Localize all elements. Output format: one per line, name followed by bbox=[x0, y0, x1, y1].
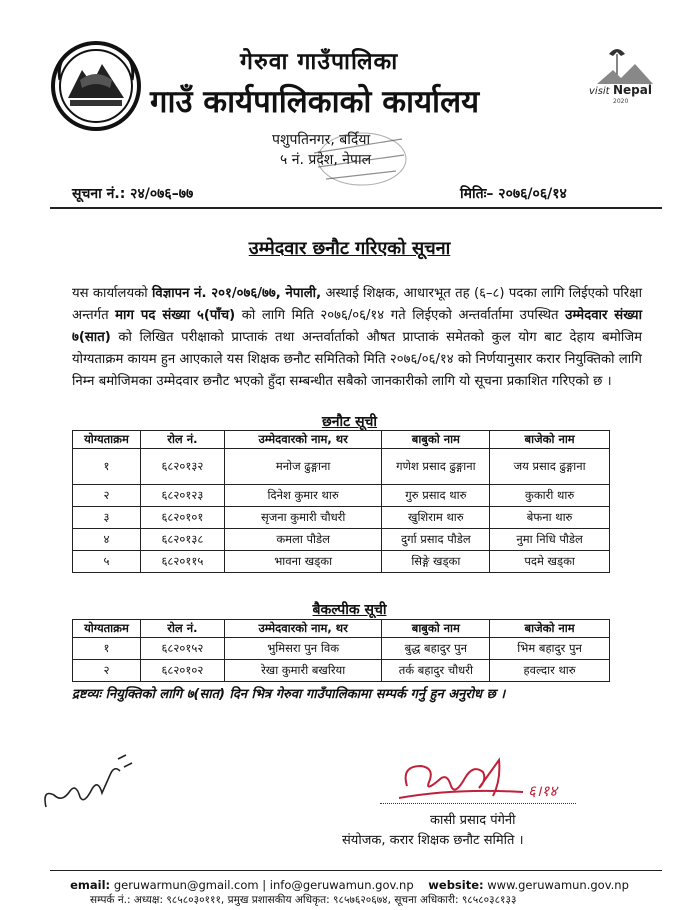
roll-cell: ६८२०१२३ bbox=[140, 485, 224, 507]
address-line-1: पशुपतिनगर, बर्दिया bbox=[272, 132, 371, 148]
signature-line bbox=[380, 803, 576, 804]
name-cell: मनोज ढुङ्गाना bbox=[224, 449, 382, 485]
col-father: बाबुको नाम bbox=[382, 431, 490, 449]
father-cell: बुद्ध बहादुर पुन bbox=[382, 638, 490, 660]
handwritten-initials bbox=[40, 745, 140, 825]
grandfather-cell: कुकारी थारु bbox=[490, 485, 610, 507]
father-cell: खुशिराम थारु bbox=[382, 507, 490, 529]
rank-cell: ५ bbox=[73, 551, 141, 573]
grandfather-cell: बेफना थारु bbox=[490, 507, 610, 529]
footer-contact-web bbox=[0, 878, 699, 892]
grandfather-cell: हवल्दार थारु bbox=[490, 660, 610, 682]
table-row bbox=[73, 638, 610, 660]
table-row bbox=[73, 529, 610, 551]
col-father: बाबुको नाम bbox=[382, 620, 490, 638]
municipality-emblem bbox=[50, 40, 142, 132]
table-header-row bbox=[73, 620, 610, 638]
father-cell: गुरु प्रसाद थारु bbox=[382, 485, 490, 507]
father-cell: गणेश प्रसाद ढुङ्गाना bbox=[382, 449, 490, 485]
selected-table bbox=[72, 430, 610, 573]
notice-date: मितिः– २०७६/०६/१४ bbox=[460, 186, 567, 202]
rank-cell: २ bbox=[73, 485, 141, 507]
handwritten-date: ६।१४ bbox=[528, 782, 558, 800]
alternate-list-heading: बैकल्पीक सूची bbox=[312, 602, 387, 618]
roll-cell: ६८२०१३२ bbox=[140, 449, 224, 485]
table-row bbox=[73, 485, 610, 507]
rank-cell: २ bbox=[73, 660, 141, 682]
grandfather-cell: पदमे खड्का bbox=[490, 551, 610, 573]
col-roll: रोल नं. bbox=[140, 620, 224, 638]
header-divider bbox=[50, 207, 662, 209]
col-roll: रोल नं. bbox=[140, 431, 224, 449]
svg-text:Nepal: Nepal bbox=[613, 83, 652, 97]
name-cell: दिनेश कुमार थारु bbox=[224, 485, 382, 507]
footer-phone: सम्पर्क नं.: अध्यक्ष: ९८५८०३०१११, प्रमुख प्रशासकीय अधिकृत: ९८५७६२०६७४, सूचना अधिकारी: ९८५८०३८१३३ bbox=[90, 894, 517, 906]
signatory-role: संयोजक, करार शिक्षक छनौट समिति । bbox=[342, 833, 524, 848]
name-cell: कमला पौडेल bbox=[224, 529, 382, 551]
website-label: website: bbox=[428, 878, 484, 892]
father-cell: दुर्गा प्रसाद पौडेल bbox=[382, 529, 490, 551]
office-stamp bbox=[306, 123, 412, 193]
svg-text:visit: visit bbox=[589, 86, 610, 97]
roll-cell: ६८२०१५२ bbox=[140, 638, 224, 660]
roll-cell: ६८२०१०१ bbox=[140, 507, 224, 529]
table-row bbox=[73, 660, 610, 682]
note-text: द्रष्टव्यः नियुक्तिको लागि ७(सात) दिन भित्र गेरुवा गाउँपालिकामा सम्पर्क गर्नु हुन अनुरोध छ । bbox=[72, 687, 506, 702]
roll-cell: ६८२०१३८ bbox=[140, 529, 224, 551]
svg-text:2020: 2020 bbox=[613, 98, 629, 105]
table-header-row bbox=[73, 431, 610, 449]
grandfather-cell: नुमा निधि पौडेल bbox=[490, 529, 610, 551]
website-value[interactable]: www.geruwamun.gov.np bbox=[487, 878, 629, 892]
notice-number: सूचना नं.: २४/०७६–७७ bbox=[72, 186, 194, 202]
municipality-name: गेरुवा गाउँपालिका bbox=[240, 49, 399, 75]
name-cell: रेखा कुमारी बखरिया bbox=[224, 660, 382, 682]
email-label: email: bbox=[70, 878, 111, 892]
rank-cell: १ bbox=[73, 638, 141, 660]
notice-title: उम्मेदवार छनौट गरिएको सूचना bbox=[248, 238, 451, 259]
father-cell: तर्क बहादुर चौधरी bbox=[382, 660, 490, 682]
grandfather-cell: भिम बहादुर पुन bbox=[490, 638, 610, 660]
col-name: उम्मेदवारको नाम, थर bbox=[224, 431, 382, 449]
table-row bbox=[73, 449, 610, 485]
roll-cell: ६८२०१०२ bbox=[140, 660, 224, 682]
grandfather-cell: जय प्रसाद ढुङ्गाना bbox=[490, 449, 610, 485]
col-grandfather: बाजेको नाम bbox=[490, 620, 610, 638]
name-cell: सृजना कुमारी चौधरी bbox=[224, 507, 382, 529]
office-name: गाउँ कार्यपालिकाको कार्यालय bbox=[150, 84, 480, 120]
roll-cell: ६८२०११५ bbox=[140, 551, 224, 573]
table-row bbox=[73, 507, 610, 529]
address-line-2: ५ नं. प्रदेश, नेपाल bbox=[280, 152, 372, 168]
col-rank: योग्यताक्रम bbox=[73, 431, 141, 449]
signatory-name: कासी प्रसाद पंगेनी bbox=[430, 813, 516, 828]
col-name: उम्मेदवारको नाम, थर bbox=[224, 620, 382, 638]
col-grandfather: बाजेको नाम bbox=[490, 431, 610, 449]
col-rank: योग्यताक्रम bbox=[73, 620, 141, 638]
signature bbox=[395, 752, 535, 804]
father-cell: सिङ्गे खड्का bbox=[382, 551, 490, 573]
name-cell: भुमिसरा पुन विक bbox=[224, 638, 382, 660]
selected-list-heading: छनौट सूची bbox=[321, 414, 378, 430]
name-cell: भावना खड्का bbox=[224, 551, 382, 573]
alternate-table bbox=[72, 619, 610, 682]
table-row bbox=[73, 551, 610, 573]
rank-cell: ३ bbox=[73, 507, 141, 529]
email-value[interactable]: geruwarmun@gmail.com | info@geruwamun.gov.np bbox=[113, 878, 414, 892]
rank-cell: १ bbox=[73, 449, 141, 485]
footer-divider bbox=[50, 870, 662, 871]
visit-nepal-logo bbox=[583, 46, 663, 106]
rank-cell: ४ bbox=[73, 529, 141, 551]
notice-paragraph: यस कार्यालयको विज्ञापन नं. २०१/०७६/७७, नेपाली, अस्थाई शिक्षक, आधारभूत तह (६–८) पदका लागि लिईएको परिक्षा अन्तर्गत माग पद संख्या ५(पाँच) को लागि मिति २०७६/०६/१४ गते लिईएको अन्तर्वार्तामा उपस्थित उम्मेदवार संख्या ७(सात) को लिखित परीक्षाको प्राप्ताकं तथा अन्तर्वार्ताको औषत प्राप्ताकं समेतको कुल योग बाट देहाय बमोजिम योग्यताक्रम कायम हुन आएकाले यस शिक्षक छनौट समितिको मिति २०७६/०६/१४ को निर्णयानुसार करार नियुक्तिको लागि निम्न बमोजिमका उम्मेदवार छनौट भएको हुँदा सम्बन्धीत सबैको जानकारीको लागि यो सूचना प्रकाशित गरिएको छ । bbox=[72, 286, 642, 389]
